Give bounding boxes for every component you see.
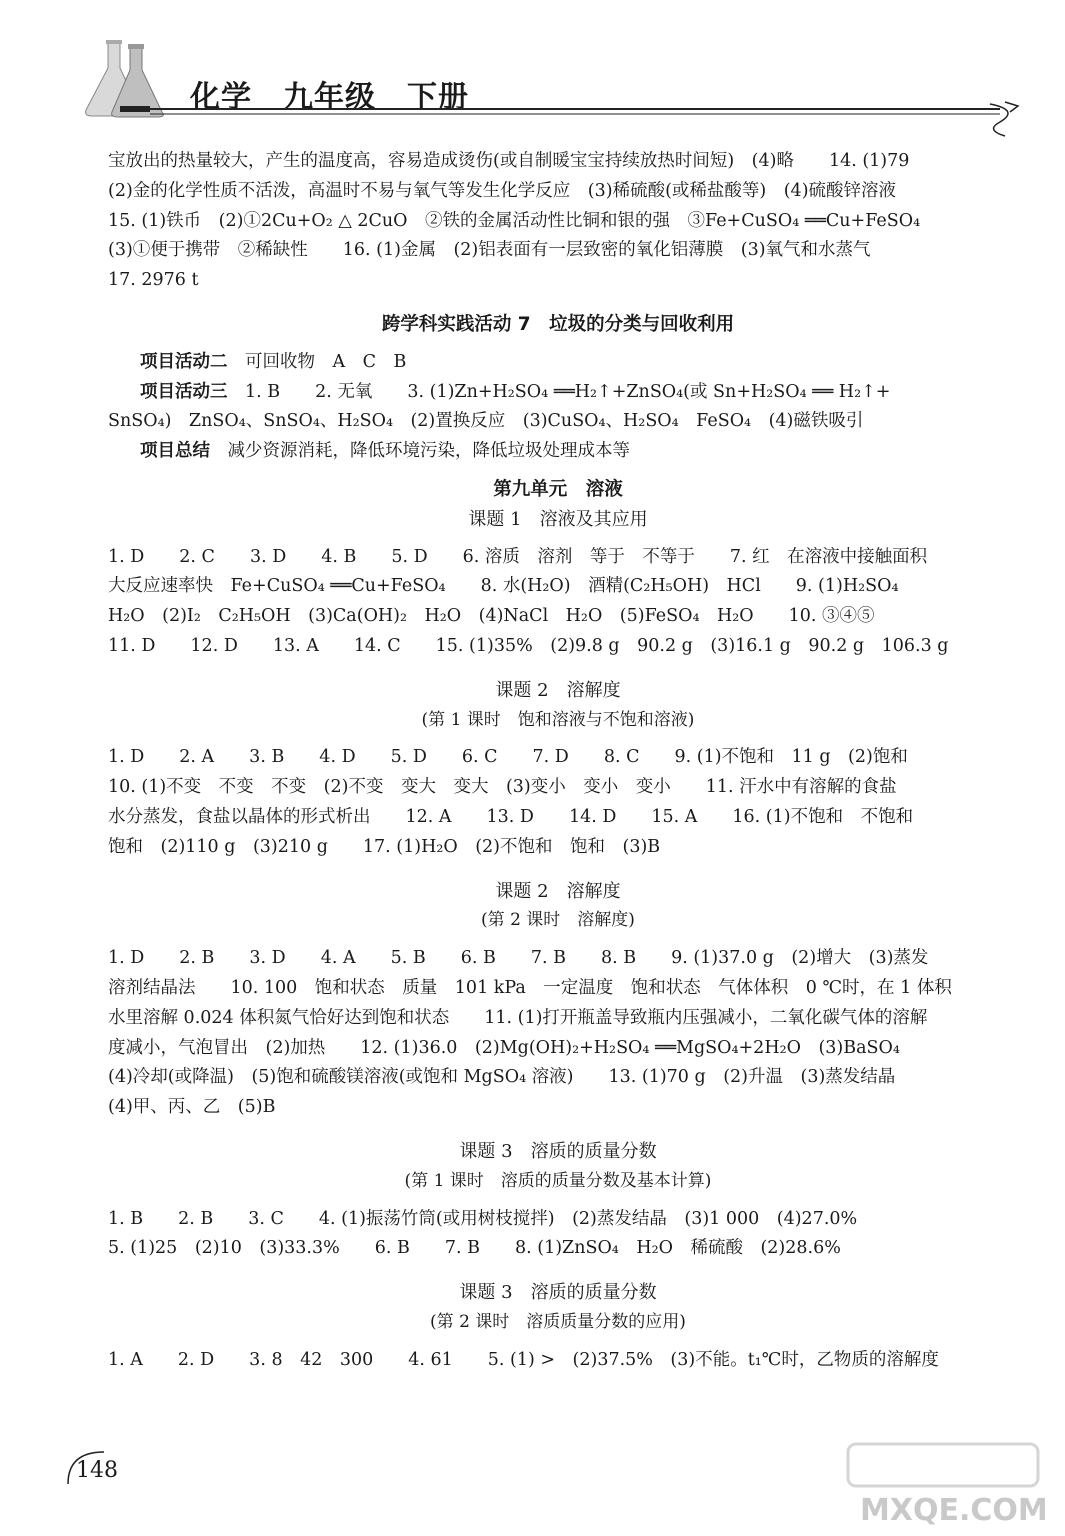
text-line: SnSO₄) ZnSO₄、SnSO₄、H₂SO₄ (2)置换反应 (3)CuSO₄、H₂SO₄ FeSO₄ (4)磁铁吸引 — [108, 411, 864, 432]
text-line: 溶剂结晶法 10. 100 饱和状态 质量 101 kPa 一定温度 饱和状态 气体体积 0 ℃时，在 1 体积 — [108, 977, 952, 998]
lesson-title: 课题 3 溶质的质量分数 — [459, 1282, 657, 1304]
lesson-subtitle: (第 1 课时 饱和溶液与不饱和溶液) — [421, 709, 695, 730]
text-line: 水分蒸发，食盐以晶体的形式析出 12. A 13. D 14. D 15. A 16. (1)不饱和 不饱和 — [108, 806, 914, 827]
page-title: 化学 九年级 下册 — [190, 80, 469, 115]
section-heading-activity: 跨学科实践活动 7 垃圾的分类与回收利用 — [381, 313, 735, 335]
text-line: 饱和 (2)110 g (3)210 g 17. (1)H₂O (2)不饱和 饱和 (3)B — [108, 836, 661, 857]
activity-label: 项目总结 — [140, 441, 210, 462]
text-line: 水里溶解 0.024 体积氮气恰好达到饱和状态 11. (1)打开瓶盖导致瓶内压强减小，二氧化碳气体的溶解 — [108, 1007, 928, 1028]
activity-item — [108, 378, 1008, 408]
text-line: 10. (1)不变 不变 不变 (2)不变 变大 变大 (3)变小 变小 变小 11. 汗水中有溶解的食盐 — [108, 777, 897, 798]
unit-heading: 第九单元 溶液 — [493, 478, 623, 500]
text-line: 1. D 2. C 3. D 4. B 5. D 6. 溶质 溶剂 等于 不等于 7. 红 在溶液中接触面积 — [108, 546, 928, 567]
lesson-subtitle: (第 1 课时 溶质的质量分数及基本计算) — [404, 1170, 712, 1191]
activity-item — [108, 437, 1008, 467]
text-line: H₂O (2)I₂ C₂H₅OH (3)Ca(OH)₂ H₂O (4)NaCl H₂O (5)FeSO₄ H₂O 10. ③④⑤ — [108, 606, 875, 627]
answer-content — [108, 147, 1008, 1375]
page-header — [0, 0, 1065, 150]
lesson-title: 课题 2 溶解度 — [495, 880, 621, 902]
activity-text: 1. B 2. 无氧 3. (1)Zn+H₂SO₄ ══H₂↑+ZnSO₄(或 Sn+H₂SO₄ ══ H₂↑+ — [227, 381, 891, 402]
page-number: 148 — [76, 1458, 118, 1483]
text-line: 5. (1)25 (2)10 (3)33.3% 6. B 7. B 8. (1)ZnSO₄ H₂O 稀硫酸 (2)28.6% — [108, 1238, 841, 1259]
text-line: (4)冷却(或降温) (5)饱和硫酸镁溶液(或饱和 MgSO₄ 溶液) 13. (1)70 g (2)升温 (3)蒸发结晶 — [108, 1067, 896, 1088]
text-line: (4)甲、丙、乙 (5)B — [108, 1097, 276, 1118]
activity-item — [108, 348, 1008, 378]
lesson-title: 课题 2 溶解度 — [495, 679, 621, 701]
watermark-text: MXQE.COM — [860, 1493, 1048, 1528]
lesson-title: 课题 1 溶液及其应用 — [468, 508, 648, 530]
activity-label: 项目活动三 — [140, 381, 228, 402]
lesson-subtitle: (第 2 课时 溶质质量分数的应用) — [430, 1311, 686, 1332]
watermark-logo — [838, 1440, 1058, 1530]
text-line: 1. D 2. B 3. D 4. A 5. B 6. B 7. B 8. B 9. (1)37.0 g (2)增大 (3)蒸发 — [108, 948, 929, 969]
activity-text: 减少资源消耗，降低环境污染，降低垃圾处理成本等 — [210, 441, 630, 462]
text-line: (3)①便于携带 ②稀缺性 16. (1)金属 (2)铝表面有一层致密的氧化铝薄膜 (3)氧气和水蒸气 — [108, 240, 871, 261]
text-line: (2)金的化学性质不活泼，高温时不易与氧气等发生化学反应 (3)稀硫酸(或稀盐酸等) (4)硫酸锌溶液 — [108, 180, 897, 201]
lesson-subtitle: (第 2 课时 溶解度) — [481, 910, 635, 931]
text-line: 11. D 12. D 13. A 14. C 15. (1)35% (2)9.8 g 90.2 g (3)16.1 g 90.2 g 106.3 g — [108, 635, 949, 656]
text-line: 17. 2976 t — [108, 270, 199, 291]
text-line: 宝放出的热量较大，产生的温度高，容易造成烫伤(或自制暖宝宝持续放热时间短) (4)略 14. (1)79 — [108, 151, 910, 171]
header-rule — [120, 100, 1040, 140]
text-line: 1. D 2. A 3. B 4. D 5. D 6. C 7. D 8. C 9. (1)不饱和 11 g (2)饱和 — [108, 747, 908, 768]
lesson-title: 课题 3 溶质的质量分数 — [459, 1140, 657, 1162]
text-line: 大反应速率快 Fe+CuSO₄ ══Cu+FeSO₄ 8. 水(H₂O) 酒精(C₂H₅OH) HCl 9. (1)H₂SO₄ — [108, 576, 899, 597]
text-line: 1. A 2. D 3. 8 42 300 4. 61 5. (1) > (2)37.5% (3)不能。t₁℃时，乙物质的溶解度 — [108, 1349, 939, 1370]
text-line: 15. (1)铁币 (2)①2Cu+O₂ △ 2CuO ②铁的金属活动性比铜和银的强 ③Fe+CuSO₄ ══Cu+FeSO₄ — [108, 210, 921, 231]
activity-text: 可回收物 A C B — [227, 351, 407, 372]
activity-label: 项目活动二 — [140, 351, 228, 372]
text-line: 1. B 2. B 3. C 4. (1)振荡竹筒(或用树枝搅拌) (2)蒸发结晶 (3)1 000 (4)27.0% — [108, 1208, 858, 1229]
text-line: 度减小，气泡冒出 (2)加热 12. (1)36.0 (2)Mg(OH)₂+H₂SO₄ ══MgSO₄+2H₂O (3)BaSO₄ — [108, 1037, 900, 1058]
